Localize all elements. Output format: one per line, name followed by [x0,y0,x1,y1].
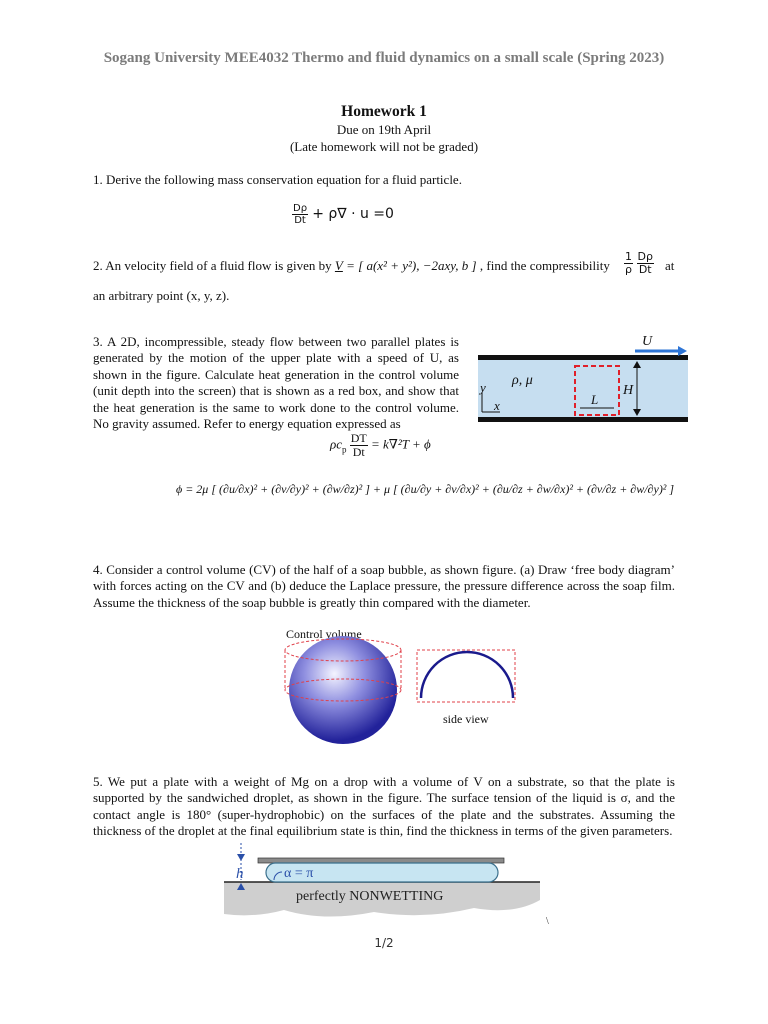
label-y: y [480,380,486,395]
q4-text: 4. Consider a control volume (CV) of the half of a soap bubble, as shown figure. (a) Draw ‘free body diagram’ with forces acting on the CV and (b) deduce the Laplace pressure, the pressure difference across the soap film. Assume the thickness of the soap bubble is greatly thin compared with the diameter. [93,562,675,610]
q2-line1 [93,258,610,274]
q2-comp-dt: Dt [638,263,652,277]
q1-text: 1. Derive the following mass conservation equation for a fluid particle. [93,172,462,187]
stray-mark: \ [546,916,549,927]
q2-text-mid: , find the compressibility [479,258,610,273]
soap-bubble [289,636,397,744]
q2-comp-drho: Dρ [637,250,653,263]
q4-bubble-figure [280,624,525,749]
lower-plate [478,417,688,422]
label-nonwetting: perfectly NONWETTING [296,889,444,904]
q3-text: 3. A 2D, incompressible, steady flow between two parallel plates is generated by the motion of the upper plate with a speed of U, as shown in the figure. Calculate heat generation in the control volume (unit depth into the screen) that is shown as a red box, and show that the heat generation is the same to work done to the control volume. No gravity assumed. Refer to energy equation expressed as [93,334,459,432]
label-control-volume: Control volume [286,627,362,641]
energy-equation [330,432,431,459]
phi-bracket2: [ (∂u/∂y + ∂v/∂x)² + (∂u/∂z + ∂w/∂x)² + (∂v/∂z + ∂w/∂y)² ] [393,482,675,496]
energy-rhs: = k∇²T + ϕ [371,436,431,452]
late-note: (Late homework will not be graded) [289,139,479,154]
label-x: x [494,398,500,413]
q3-flow-figure [470,330,695,425]
page-number: 1/2 [374,936,394,950]
velocity-arrowhead [678,346,687,356]
phi-lhs: ϕ = 2μ [176,482,209,496]
q2-velocity-symbol: V [334,258,343,273]
q2-velocity-vector: = [ a(x² + y²), −2axy, b ] [346,258,477,273]
label-rho-mu: ρ, μ [512,373,533,388]
q1-eq-denominator: Dt [294,215,306,226]
phi-bracket1: [ (∂u/∂x)² + (∂v/∂y)² + (∂w/∂z)² ] [211,482,370,496]
top-plate [258,858,504,863]
q2-comp-rho: ρ [625,263,632,277]
label-h: h [236,866,244,882]
phi-mu: + μ [372,482,391,496]
q2-text-start: 2. An velocity field of a fluid flow is given by [93,258,332,273]
q2-comp-one: 1 [625,250,632,263]
q2-compressibility [624,251,654,276]
label-H: H [623,383,634,398]
phi-equation [176,482,674,497]
q1-eq-rest: + ρ∇ · u =0 [312,206,394,222]
side-view-box [417,650,515,702]
q2-line2: an arbitrary point (x, y, z). [93,288,230,303]
label-alpha: α = π [284,866,314,881]
due-date: Due on 19th April [336,122,432,137]
q2-at: at [665,258,675,273]
q5-text: 5. We put a plate with a weight of Mg on a drop with a volume of V on a substrate, so that the plate is supported by the sandwiched droplet, as shown in the figure. The surface tension of the liquid is σ, and the contact angle is 180° (super-hydrophobic) on the surfaces of the plate and the substrates. Assuming the thickness of the droplet at the final equilibrium state is thin, find the thickness in terms of the given parameters. [93,774,675,839]
label-side-view: side view [443,712,489,726]
q5-droplet-figure [224,840,554,928]
side-view-arc [421,652,513,698]
q1-eq-numerator: Dρ [293,203,308,214]
label-L: L [591,392,599,407]
energy-sub: p [342,444,347,455]
fluid-layer [478,358,688,419]
homework-title: Homework 1 [341,103,427,120]
energy-lhs: ρc [330,436,343,452]
energy-num: DT [350,431,367,445]
upper-plate [478,355,688,360]
energy-den: Dt [352,445,365,460]
course-header: Sogang University MEE4032 Thermo and fluid dynamics on a small scale (Spring 2023) [103,50,665,66]
q1-equation [292,203,394,226]
label-U: U [642,334,653,349]
